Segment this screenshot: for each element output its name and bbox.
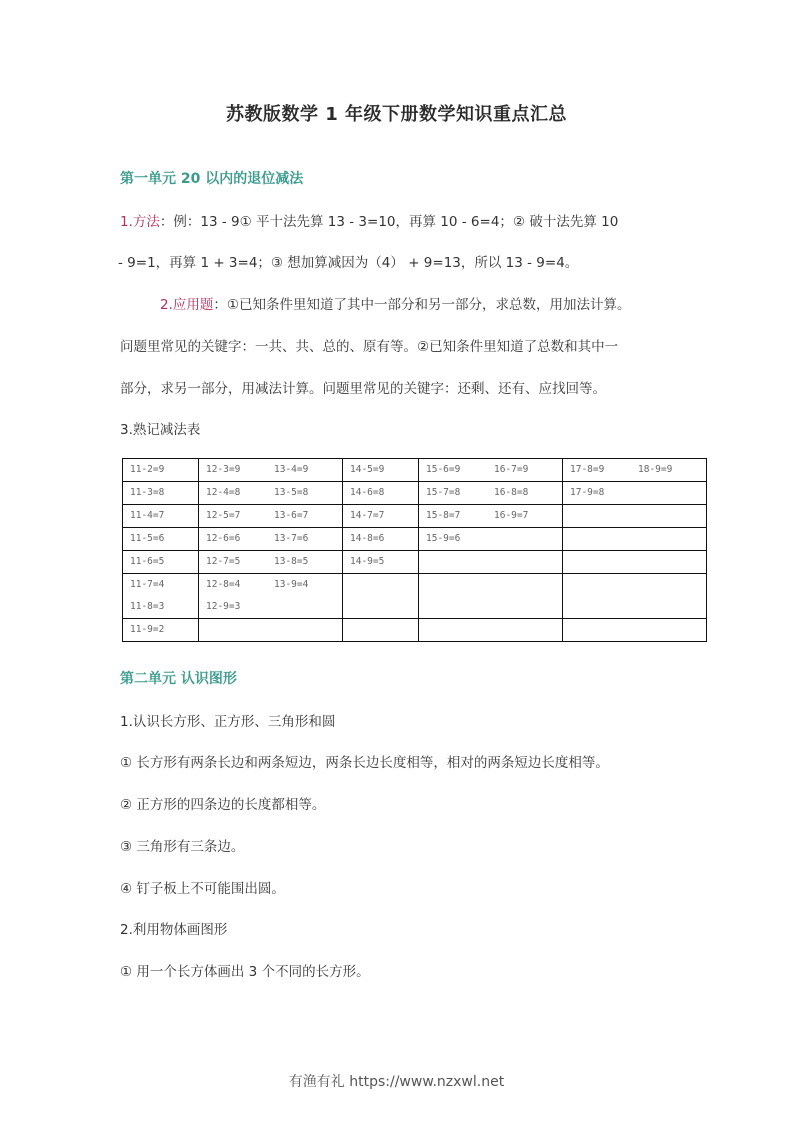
method-line-2: - 9=1，再算 1 + 3=4；③ 想加算减因为（4） + 9=13，所以 13 - 9=4。 xyxy=(118,255,579,271)
unit2-heading: 第二单元 认识图形 xyxy=(120,671,237,687)
list-item: ② 正方形的四条边的长度都相等。 xyxy=(120,797,326,813)
list-item: ③ 三角形有三条边。 xyxy=(120,839,245,855)
method-line-1: 1.方法：例：13 - 9① 平十法先算 13 - 3=10，再算 10 - 6=4；② 破十法先算 10 xyxy=(120,214,619,230)
table-heading: 3.熟记减法表 xyxy=(120,422,201,438)
application-line-2: 问题里常见的关键字：一共、共、总的、原有等。②已知条件里知道了总数和其中一 xyxy=(120,339,619,355)
unit2-sub2: 2.利用物体画图形 xyxy=(120,922,228,938)
list-item: ① 长方形有两条长边和两条短边，两条长边长度相等，相对的两条短边长度相等。 xyxy=(120,755,609,771)
list-item: ① 用一个长方体画出 3 个不同的长方形。 xyxy=(120,964,370,980)
application-line-3: 部分，求另一部分，用减法计算。问题里常见的关键字：还剩、还有、应找回等。 xyxy=(120,381,606,397)
page-title: 苏教版数学 1 年级下册数学知识重点汇总 xyxy=(225,104,568,125)
application-label: 2.应用题 xyxy=(160,297,214,313)
subtraction-table: 11-2=9 12-3=9 13-4=9 14-5=9 15-6=9 16-7=9 17-8=9 18-9=9 11-3=8 12-4=8 13-5=8 14-6=8 15-7=8 16-8=8 17-9=8 11-4=7 12-5=7 13-6=7 14-7=7 15-8=7 16-9=7 11-5=6 12-6=6 13-7=6 14-8=6 15-9=6 11-6=5 12-7=5 13-8=5 14-9=5 11-7=4 11-8=3 12-8=4 13-9=4 12-9=3 11-9=2 xyxy=(122,458,707,642)
list-item: ④ 钉子板上不可能围出圆。 xyxy=(120,881,285,897)
unit2-sub1: 1.认识长方形、正方形、三角形和圆 xyxy=(120,714,336,730)
application-line-1: 2.应用题：①已知条件里知道了其中一部分和另一部分，求总数，用加法计算。 xyxy=(160,297,631,313)
unit1-heading: 第一单元 20 以内的退位减法 xyxy=(120,171,304,187)
method-label: 1.方法 xyxy=(120,214,160,230)
footer-watermark: 有渔有礼 https://www.nzxwl.net xyxy=(288,1074,505,1090)
